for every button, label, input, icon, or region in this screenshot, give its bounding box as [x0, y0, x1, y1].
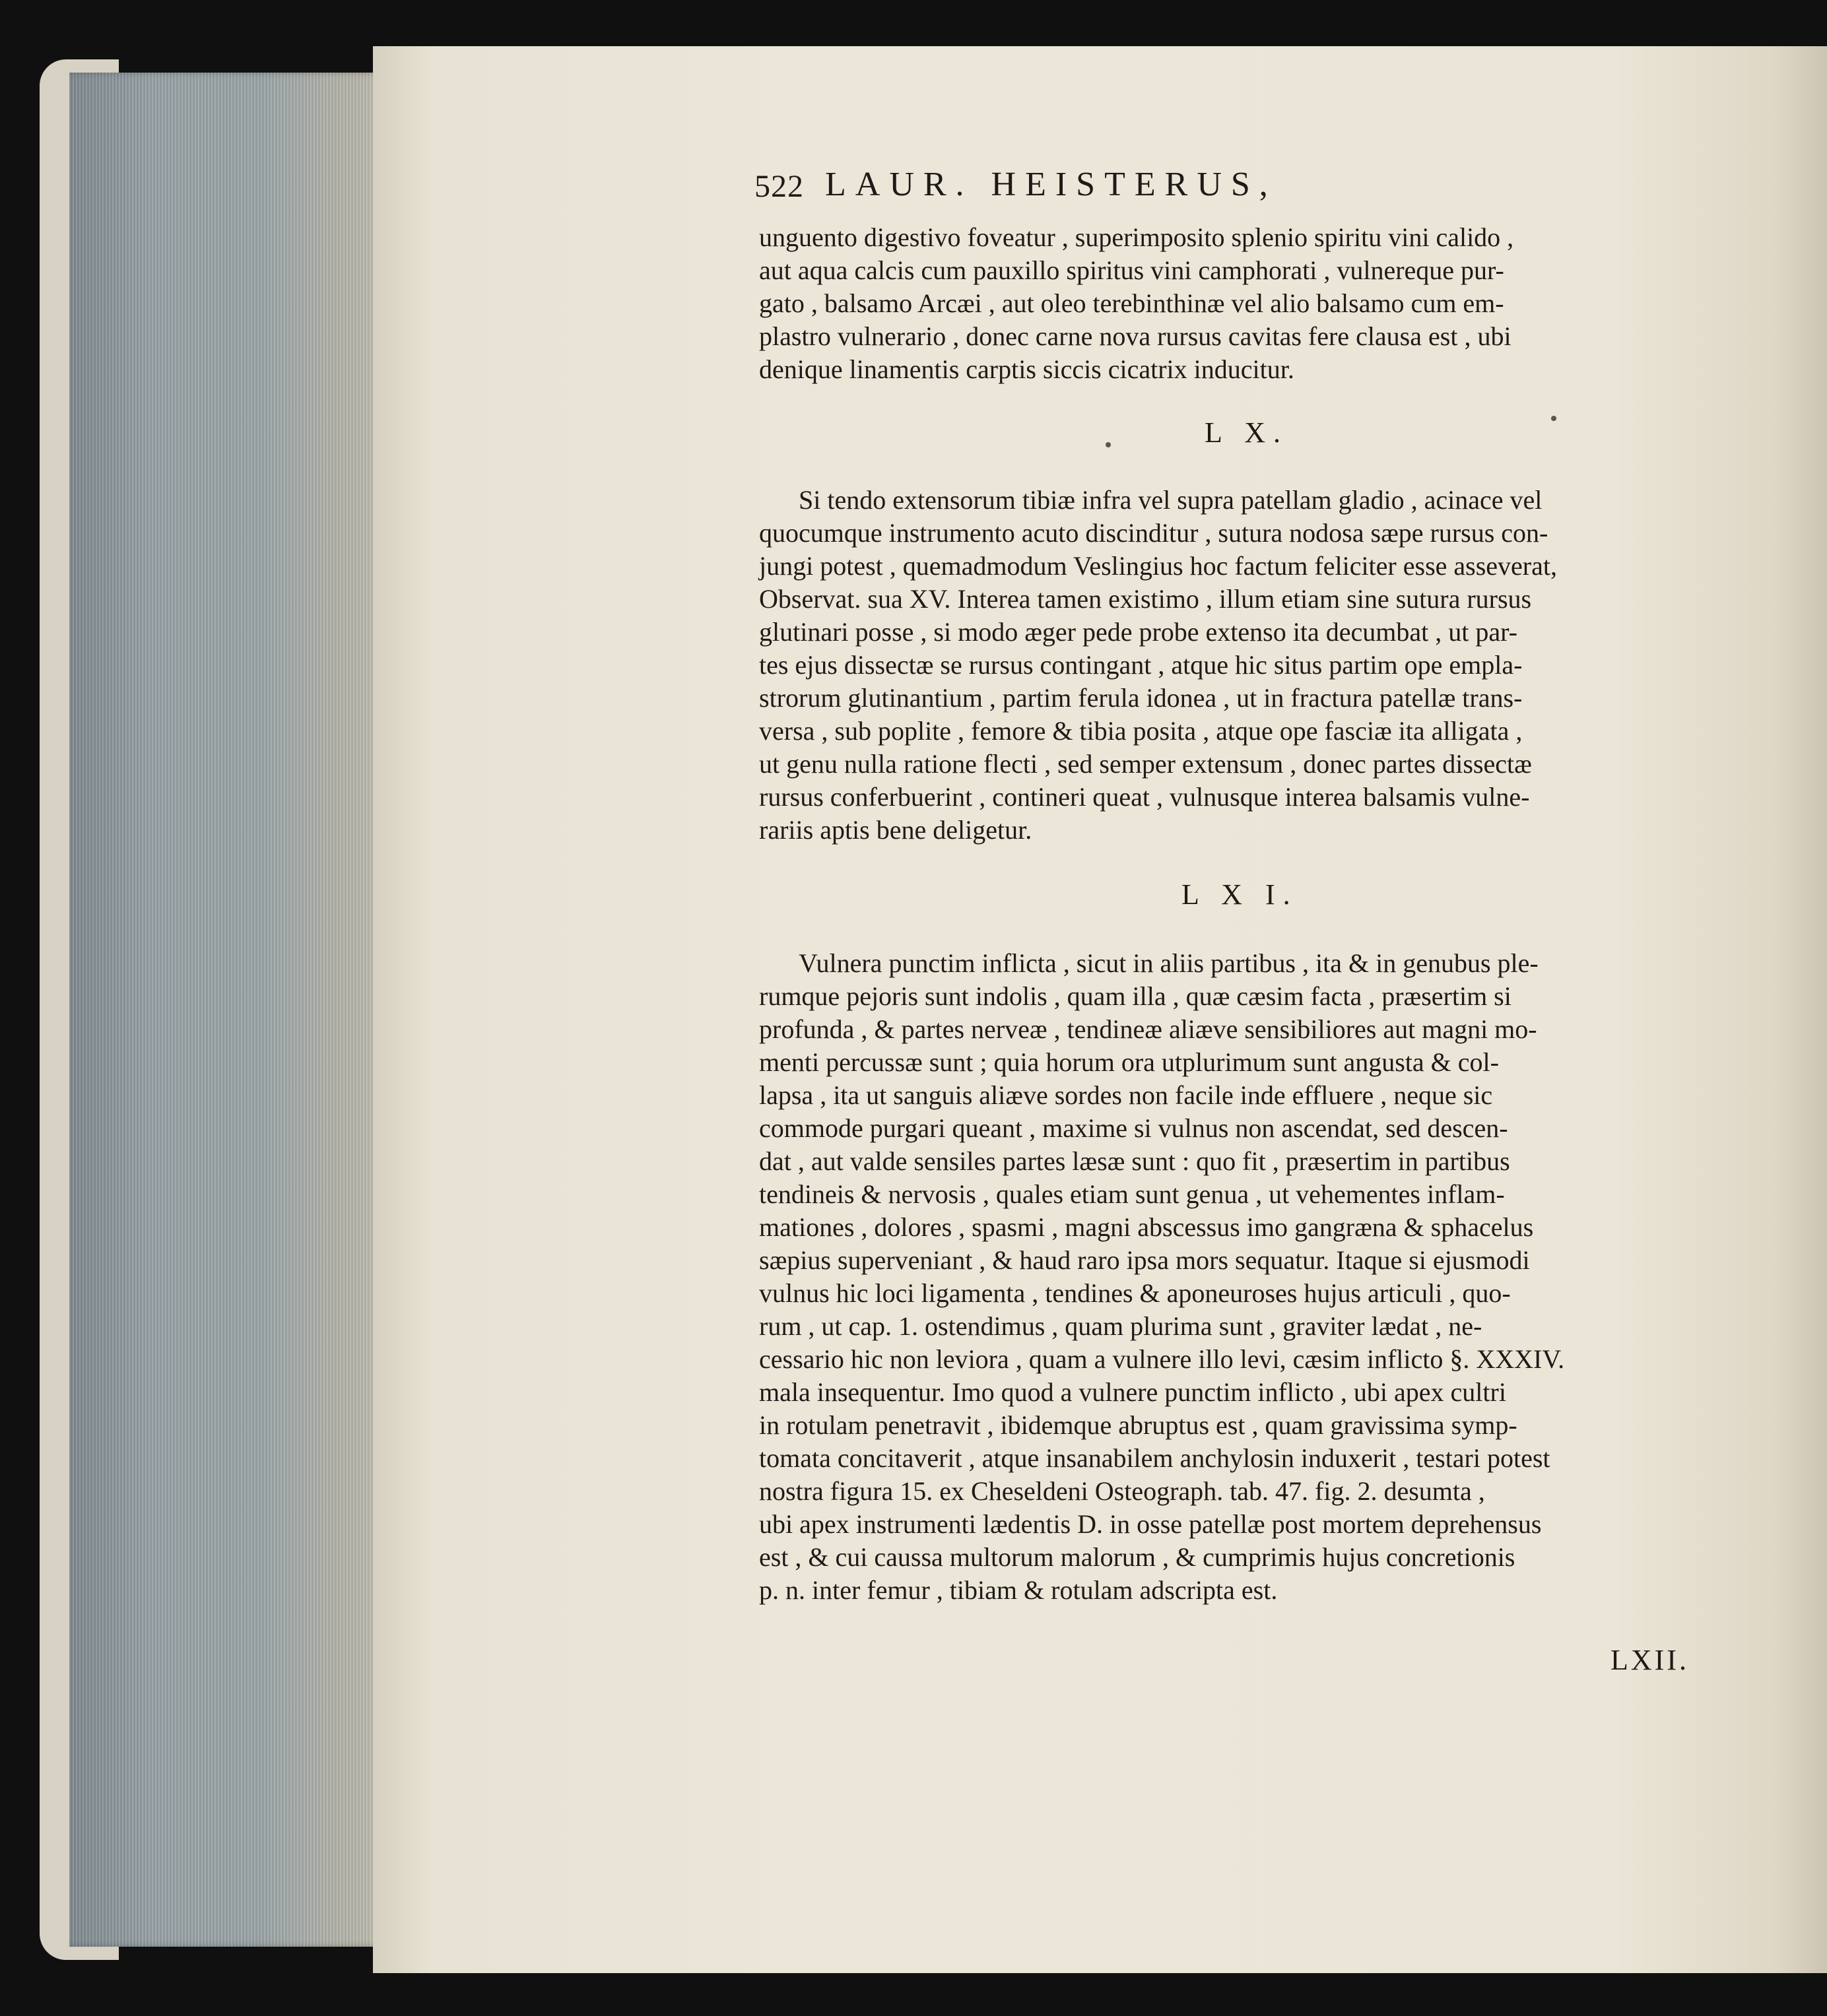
- section-heading-lxi: L X I.: [1181, 878, 1298, 911]
- text-line: rursus conferbuerint , contineri queat , vulnusque interea balsamis vulne-: [759, 782, 1530, 812]
- text-line: rariis aptis bene deligetur.: [759, 815, 1032, 845]
- text-line: unguento digestivo foveatur , superimposito splenio spiritu vini calido ,: [759, 222, 1514, 252]
- text-line: ubi apex instrumenti lædentis D. in osse patellæ post mortem deprehensus: [759, 1509, 1542, 1539]
- text-line: mala insequentur. Imo quod a vulnere punctim inflicto , ubi apex cultri: [759, 1377, 1506, 1407]
- text-line: ut genu nulla ratione flecti , sed semper extensum , donec partes dissectæ: [759, 749, 1532, 779]
- text-line: aut aqua calcis cum pauxillo spiritus vini camphorati , vulnereque pur-: [759, 255, 1504, 285]
- text-line: rum , ut cap. 1. ostendimus , quam plurima sunt , graviter lædat , ne-: [759, 1311, 1482, 1341]
- text-line: cessario hic non leviora , quam a vulnere illo levi, cæsim inflicto §. XXXIV.: [759, 1344, 1565, 1374]
- text-line: jungi potest , quemadmodum Veslingius hoc factum feliciter esse asseverat,: [759, 551, 1557, 581]
- catchword: LXII.: [1611, 1644, 1689, 1676]
- text-line: vulnus hic loci ligamenta , tendines & aponeuroses hujus articuli , quo-: [759, 1278, 1511, 1308]
- text-line: Si tendo extensorum tibiæ infra vel supra patellam gladio , acinace vel: [799, 485, 1543, 515]
- text-line: menti percussæ sunt ; quia horum ora utplurimum sunt angusta & col-: [759, 1047, 1499, 1077]
- text-line: denique linamentis carptis siccis cicatrix inducitur.: [759, 354, 1294, 384]
- text-line: tes ejus dissectæ se rursus contingant , atque hic situs partim ope empla-: [759, 650, 1523, 680]
- text-line: quocumque instrumento acuto discinditur , sutura nodosa sæpe rursus con-: [759, 518, 1548, 548]
- text-line: dat , aut valde sensiles partes læsæ sunt : quo fit , præsertim in partibus: [759, 1146, 1510, 1176]
- text-line: profunda , & partes nerveæ , tendineæ aliæve sensibiliores aut magni mo-: [759, 1014, 1537, 1044]
- text-line: versa , sub poplite , femore & tibia posita , atque ope fasciæ ita alligata ,: [759, 716, 1523, 746]
- running-head: LAUR. HEISTERUS,: [825, 166, 1277, 203]
- text-line: plastro vulnerario , donec carne nova rursus cavitas fere clausa est , ubi: [759, 321, 1511, 351]
- text-line: tomata concitaverit , atque insanabilem anchylosin induxerit , testari potest: [759, 1443, 1550, 1473]
- text-line: est , & cui caussa multorum malorum , & cumprimis hujus concretionis: [759, 1542, 1515, 1572]
- page-number: 522: [754, 169, 804, 204]
- text-line: commode purgari queant , maxime si vulnus non ascendat, sed descen-: [759, 1113, 1508, 1143]
- section-heading-lx: L X.: [1205, 416, 1289, 449]
- text-line: in rotulam penetravit , ibidemque abruptus est , quam gravissima symp-: [759, 1410, 1517, 1440]
- ink-speck: [1106, 442, 1111, 447]
- text-line: tendineis & nervosis , quales etiam sunt genua , ut vehementes inflam-: [759, 1179, 1505, 1209]
- text-line: Vulnera punctim inflicta , sicut in aliis partibus , ita & in genubus ple-: [799, 948, 1539, 978]
- text-line: glutinari posse , si modo æger pede probe extenso ita decumbat , ut par-: [759, 617, 1517, 647]
- text-line: sæpius superveniant , & haud raro ipsa mors sequatur. Itaque si ejusmodi: [759, 1245, 1530, 1275]
- text-line: Observat. sua XV. Interea tamen existimo , illum etiam sine sutura rursus: [759, 584, 1532, 614]
- text-line: rumque pejoris sunt indolis , quam illa , quæ cæsim facta , præsertim si: [759, 981, 1511, 1011]
- text-line: mationes , dolores , spasmi , magni abscessus imo gangræna & sphacelus: [759, 1212, 1534, 1242]
- page-edges: [69, 73, 413, 1947]
- text-line: gato , balsamo Arcæi , aut oleo terebinthinæ vel alio balsamo cum em-: [759, 288, 1504, 318]
- text-line: p. n. inter femur , tibiam & rotulam adscripta est.: [759, 1575, 1278, 1605]
- text-line: nostra figura 15. ex Cheseldeni Osteograph. tab. 47. fig. 2. desumta ,: [759, 1476, 1485, 1506]
- text-line: strorum glutinantium , partim ferula idonea , ut in fractura patellæ trans-: [759, 683, 1523, 713]
- text-line: lapsa , ita ut sanguis aliæve sordes non facile inde effluere , neque sic: [759, 1080, 1493, 1110]
- ink-speck: [1551, 416, 1556, 421]
